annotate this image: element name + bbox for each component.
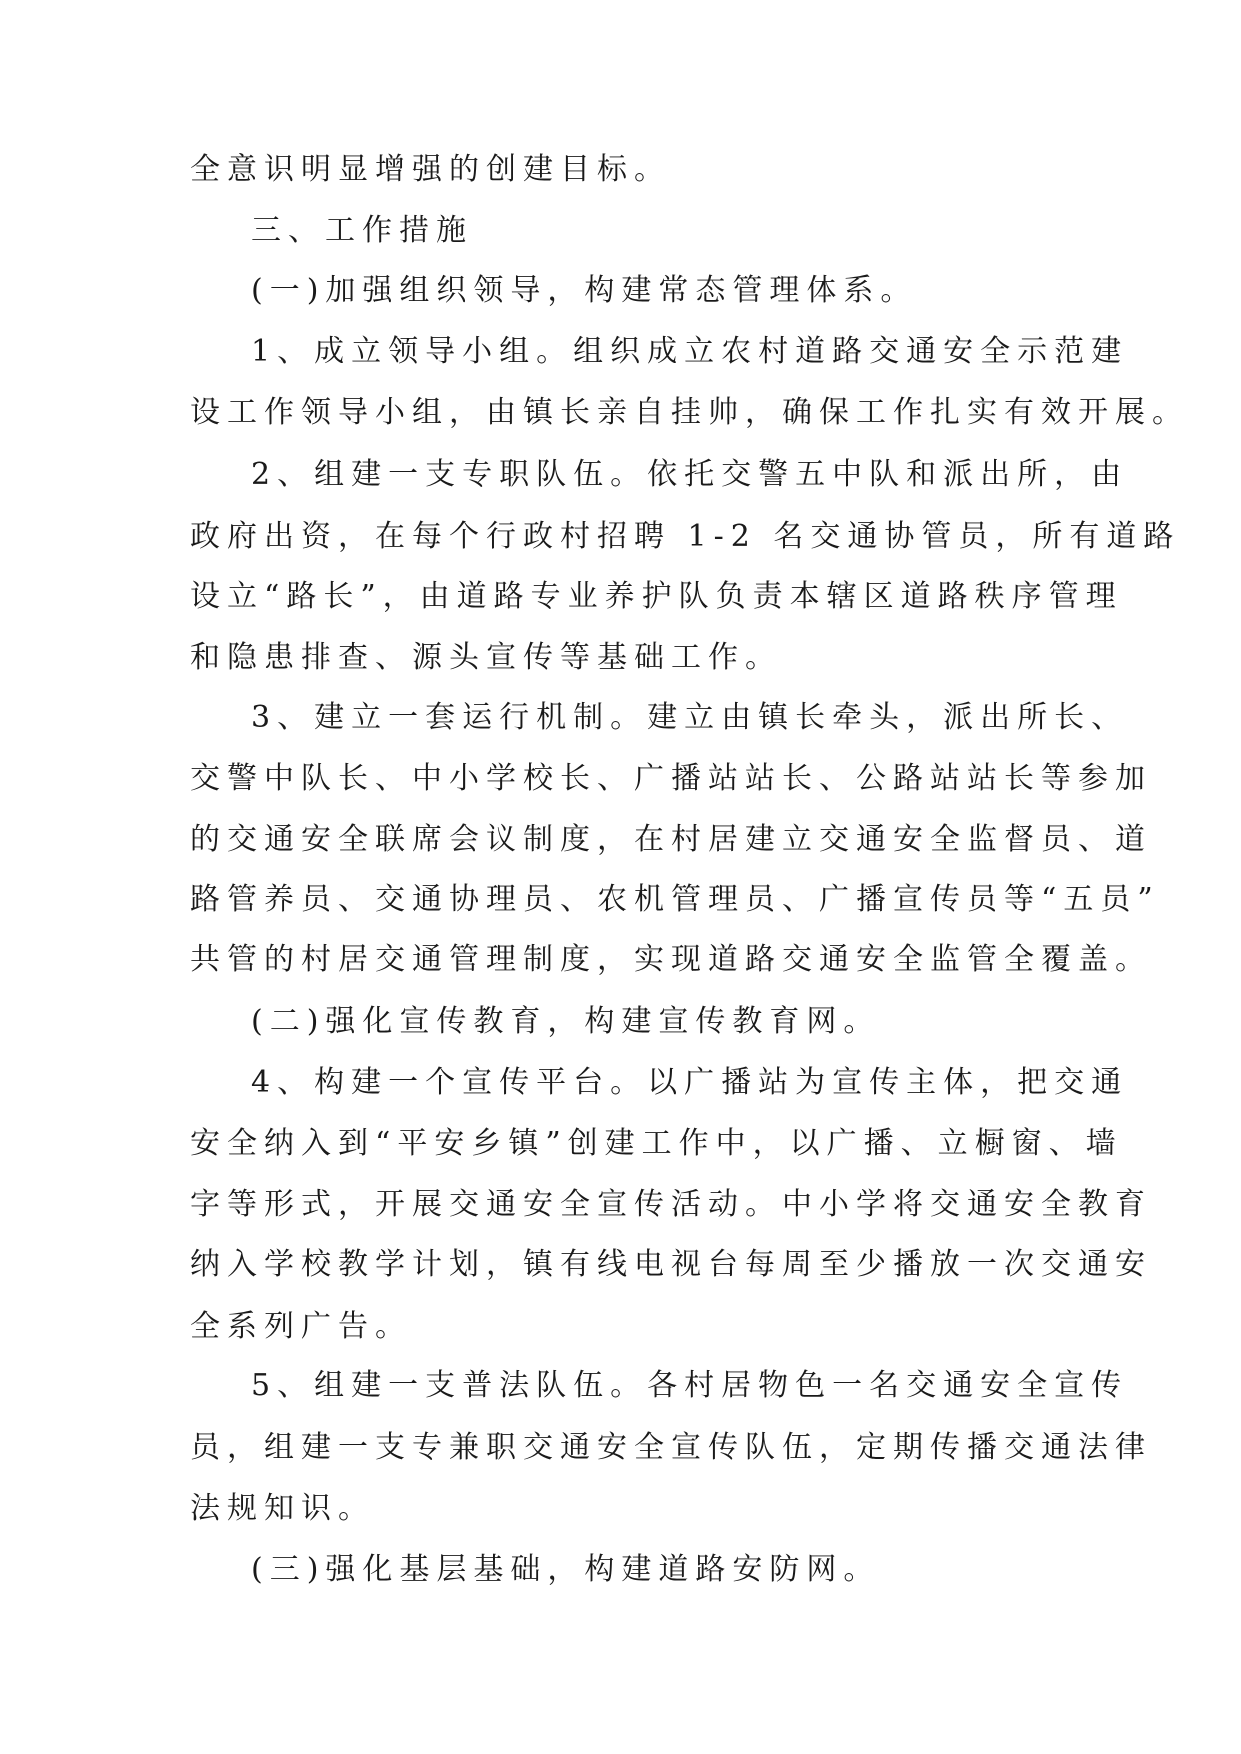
paragraph-line: 字等形式，开展交通安全宣传活动。中小学将交通安全教育: [190, 1187, 1152, 1222]
paragraph-line: 共管的村居交通管理制度，实现道路交通安全监管全覆盖。: [190, 942, 1152, 977]
subsection-heading: (二)强化宣传教育，构建宣传教育网。: [251, 1004, 881, 1039]
paragraph-line: 的交通安全联席会议制度，在村居建立交通安全监督员、道: [190, 822, 1152, 857]
paragraph-line: 1、成立领导小组。组织成立农村道路交通安全示范建: [251, 334, 1129, 369]
paragraph-line: 路管养员、交通协理员、农机管理员、广播宣传员等“五员”: [190, 882, 1160, 917]
subsection-heading: (一)加强组织领导，构建常态管理体系。: [251, 273, 918, 308]
subsection-heading: (三)强化基层基础，构建道路安防网。: [251, 1552, 881, 1587]
paragraph-line: 员，组建一支专兼职交通安全宣传队伍，定期传播交通法律: [190, 1430, 1152, 1465]
paragraph-line: 5、组建一支普法队伍。各村居物色一名交通安全宣传: [251, 1368, 1129, 1403]
paragraph-line: 3、建立一套运行机制。建立由镇长牵头，派出所长、: [251, 700, 1129, 735]
paragraph-line: 设工作领导小组，由镇长亲自挂帅，确保工作扎实有效开展。: [190, 395, 1189, 430]
paragraph-line: 法规知识。: [190, 1491, 375, 1526]
paragraph-line: 设立“路长”，由道路专业养护队负责本辖区道路秩序管理: [190, 579, 1123, 614]
paragraph-line: 4、构建一个宣传平台。以广播站为宣传主体，把交通: [251, 1065, 1129, 1100]
text-line: 全意识明显增强的创建目标。: [190, 152, 671, 187]
paragraph-line: 全系列广告。: [190, 1309, 412, 1344]
section-heading: 三、工作措施: [251, 213, 473, 248]
paragraph-line: 政府出资，在每个行政村招聘 1-2 名交通协管员，所有道路: [190, 519, 1181, 554]
paragraph-line: 交警中队长、中小学校长、广播站站长、公路站站长等参加: [190, 761, 1152, 796]
paragraph-line: 和隐患排查、源头宣传等基础工作。: [190, 640, 782, 675]
paragraph-line: 纳入学校教学计划，镇有线电视台每周至少播放一次交通安: [190, 1247, 1152, 1282]
paragraph-line: 安全纳入到“平安乡镇”创建工作中，以广播、立橱窗、墙: [190, 1126, 1123, 1161]
paragraph-line: 2、组建一支专职队伍。依托交警五中队和派出所，由: [251, 457, 1129, 492]
